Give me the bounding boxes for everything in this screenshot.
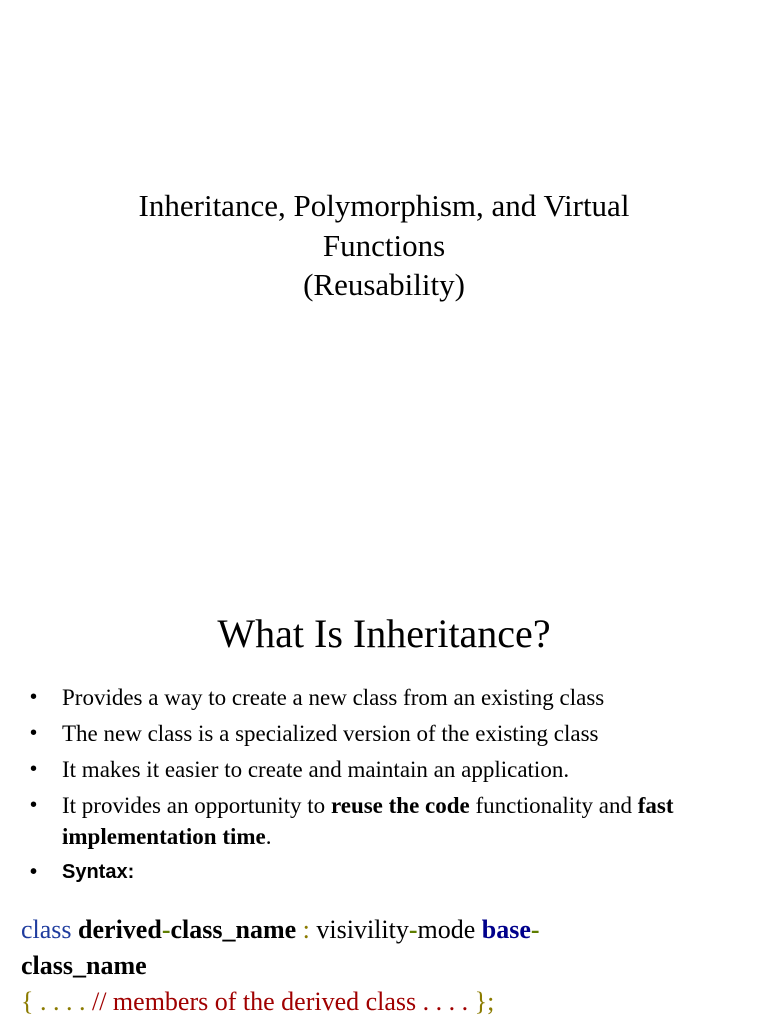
code-base-name: class_name bbox=[21, 951, 147, 980]
code-base: base bbox=[481, 915, 531, 944]
bullet-text-bold: reuse the code bbox=[330, 793, 470, 818]
bullet-text: The new class is a specialized version of the existing class bbox=[62, 721, 599, 746]
title-line-2: Functions bbox=[322, 227, 446, 263]
bullet-text-bold: fast implementation time bbox=[62, 793, 674, 849]
bullet-list bbox=[30, 682, 760, 893]
bullet-item bbox=[30, 682, 760, 713]
title-line-3: (Reusability) bbox=[303, 267, 465, 302]
code-colon: : bbox=[302, 915, 310, 944]
syntax-code-block bbox=[21, 912, 761, 1020]
slide-title bbox=[84, 186, 684, 305]
code-open-brace: { . . . . bbox=[21, 987, 92, 1016]
code-comment: // members of the derived class . . . . bbox=[91, 987, 475, 1016]
bullet-item-syntax bbox=[30, 857, 760, 888]
bullet-text-end: . bbox=[265, 824, 272, 849]
bullet-text: It makes it easier to create and maintain an application. bbox=[62, 757, 570, 782]
code-close-brace: }; bbox=[474, 987, 495, 1016]
code-visibility: mode bbox=[417, 915, 476, 944]
bullet-item bbox=[30, 718, 760, 749]
bullet-item bbox=[30, 790, 760, 852]
code-dash: - bbox=[161, 915, 171, 944]
code-dash: - bbox=[530, 915, 540, 944]
bullet-dot: • bbox=[30, 722, 38, 744]
code-line-1 bbox=[21, 912, 761, 948]
bullet-dot: • bbox=[30, 861, 38, 883]
code-line-3 bbox=[21, 984, 761, 1020]
bullet-dot: • bbox=[30, 794, 38, 816]
slide-heading: What Is Inheritance? bbox=[217, 611, 551, 656]
code-dash: - bbox=[408, 915, 418, 944]
bullet-dot: • bbox=[30, 758, 38, 780]
code-line-2 bbox=[21, 948, 761, 984]
bullet-text: Provides a way to create a new class from an existing class bbox=[62, 685, 605, 710]
syntax-label: Syntax: bbox=[62, 861, 135, 883]
bullet-text-mid: functionality and bbox=[469, 793, 638, 818]
inheritance-slide bbox=[0, 576, 768, 1024]
code-keyword: class bbox=[21, 915, 72, 944]
bullet-text-pre: It provides an opportunity to bbox=[62, 793, 331, 818]
code-visibility: visivility bbox=[316, 915, 409, 944]
bullet-dot: • bbox=[30, 686, 38, 708]
code-derived: class_name bbox=[170, 915, 297, 944]
title-line-1: Inheritance, Polymorphism, and Virtual bbox=[138, 188, 630, 223]
bullet-item bbox=[30, 754, 760, 785]
code-derived: derived bbox=[78, 915, 162, 944]
